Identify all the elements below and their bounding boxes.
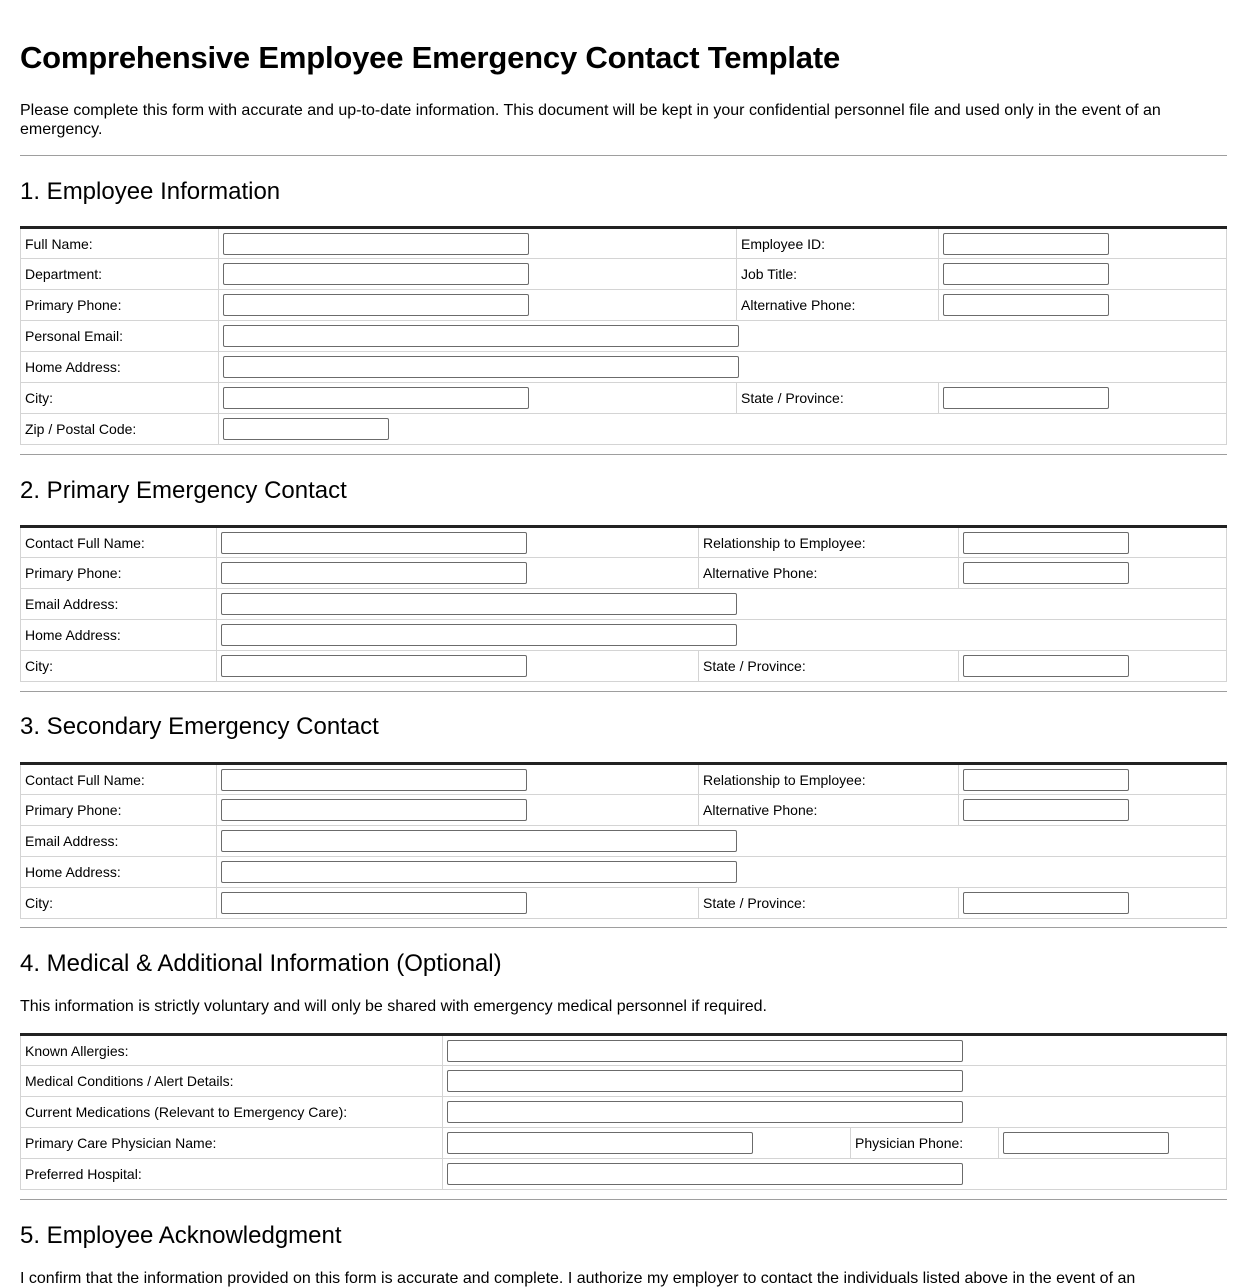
secondary-contact-table: [20, 762, 1227, 919]
secondary-contact-phone-input[interactable]: [221, 799, 527, 821]
alt-phone-input[interactable]: [943, 294, 1109, 316]
label-primary-phone: Primary Phone:: [21, 558, 217, 589]
label-job-title: Job Title:: [737, 259, 939, 290]
primary-contact-alt-phone-input[interactable]: [963, 562, 1129, 584]
section-heading-primary: 2. Primary Emergency Contact: [20, 477, 347, 504]
label-medications: Current Medications (Relevant to Emergency Care):: [21, 1097, 443, 1128]
label-state: State / Province:: [699, 651, 959, 682]
medical-info-table: [20, 1033, 1227, 1190]
section-heading-acknowledgment: 5. Employee Acknowledgment: [20, 1222, 342, 1249]
home-address-input[interactable]: [223, 356, 739, 378]
section-heading-secondary: 3. Secondary Emergency Contact: [20, 713, 379, 740]
primary-contact-state-input[interactable]: [963, 655, 1129, 677]
label-primary-phone: Primary Phone:: [21, 290, 219, 321]
label-home-address: Home Address:: [21, 620, 217, 651]
label-home-address: Home Address:: [21, 857, 217, 888]
section-heading-employee: 1. Employee Information: [20, 178, 281, 205]
primary-contact-city-input[interactable]: [221, 655, 527, 677]
divider: [20, 927, 1227, 928]
zip-input[interactable]: [223, 418, 389, 440]
label-hospital: Preferred Hospital:: [21, 1159, 443, 1190]
label-state: State / Province:: [699, 888, 959, 919]
label-relationship: Relationship to Employee:: [699, 527, 959, 558]
acknowledgment-text: I confirm that the information provided on this form is accurate and complete. I authorize my employer to contact the individuals listed above in the event of an: [20, 1270, 1136, 1287]
label-city: City:: [21, 888, 217, 919]
label-conditions: Medical Conditions / Alert Details:: [21, 1066, 443, 1097]
primary-contact-phone-input[interactable]: [221, 562, 527, 584]
intro-text: Please complete this form with accurate and up-to-date information. This document will be kept in your confidential personnel file and used only in the event of an emergency.: [20, 102, 1161, 138]
department-input[interactable]: [223, 263, 529, 285]
physician-name-input[interactable]: [447, 1132, 753, 1154]
label-email: Email Address:: [21, 826, 217, 857]
divider: [20, 1199, 1227, 1200]
label-alt-phone: Alternative Phone:: [699, 558, 959, 589]
label-allergies: Known Allergies:: [21, 1035, 443, 1066]
primary-relationship-input[interactable]: [963, 532, 1129, 554]
label-relationship: Relationship to Employee:: [699, 764, 959, 795]
label-contact-name: Contact Full Name:: [21, 527, 217, 558]
divider: [20, 454, 1227, 455]
label-alt-phone: Alternative Phone:: [699, 795, 959, 826]
label-city: City:: [21, 383, 219, 414]
label-city: City:: [21, 651, 217, 682]
employee-id-input[interactable]: [943, 233, 1109, 255]
primary-contact-name-input[interactable]: [221, 532, 527, 554]
label-full-name: Full Name:: [21, 228, 219, 259]
label-department: Department:: [21, 259, 219, 290]
primary-contact-address-input[interactable]: [221, 624, 737, 646]
label-primary-phone: Primary Phone:: [21, 795, 217, 826]
label-zip: Zip / Postal Code:: [21, 414, 219, 445]
section-heading-medical: 4. Medical & Additional Information (Optional): [20, 950, 502, 977]
secondary-contact-alt-phone-input[interactable]: [963, 799, 1129, 821]
job-title-input[interactable]: [943, 263, 1109, 285]
state-input[interactable]: [943, 387, 1109, 409]
secondary-contact-email-input[interactable]: [221, 830, 737, 852]
page-title: Comprehensive Employee Emergency Contact Template: [20, 40, 840, 75]
primary-contact-email-input[interactable]: [221, 593, 737, 615]
label-contact-name: Contact Full Name:: [21, 764, 217, 795]
label-physician-phone: Physician Phone:: [851, 1128, 999, 1159]
divider: [20, 691, 1227, 692]
label-state: State / Province:: [737, 383, 939, 414]
city-input[interactable]: [223, 387, 529, 409]
allergies-input[interactable]: [447, 1040, 963, 1062]
medical-note: This information is strictly voluntary and will only be shared with emergency medical personnel if required.: [20, 998, 767, 1015]
employee-info-table: [20, 226, 1227, 445]
label-alt-phone: Alternative Phone:: [737, 290, 939, 321]
primary-phone-input[interactable]: [223, 294, 529, 316]
secondary-contact-city-input[interactable]: [221, 892, 527, 914]
divider: [20, 155, 1227, 156]
label-home-address: Home Address:: [21, 352, 219, 383]
secondary-contact-state-input[interactable]: [963, 892, 1129, 914]
full-name-input[interactable]: [223, 233, 529, 255]
secondary-contact-name-input[interactable]: [221, 769, 527, 791]
medications-input[interactable]: [447, 1101, 963, 1123]
label-physician: Primary Care Physician Name:: [21, 1128, 443, 1159]
label-email: Email Address:: [21, 589, 217, 620]
conditions-input[interactable]: [447, 1070, 963, 1092]
primary-contact-table: [20, 525, 1227, 682]
label-employee-id: Employee ID:: [737, 228, 939, 259]
secondary-relationship-input[interactable]: [963, 769, 1129, 791]
personal-email-input[interactable]: [223, 325, 739, 347]
hospital-input[interactable]: [447, 1163, 963, 1185]
physician-phone-input[interactable]: [1003, 1132, 1169, 1154]
secondary-contact-address-input[interactable]: [221, 861, 737, 883]
label-personal-email: Personal Email:: [21, 321, 219, 352]
